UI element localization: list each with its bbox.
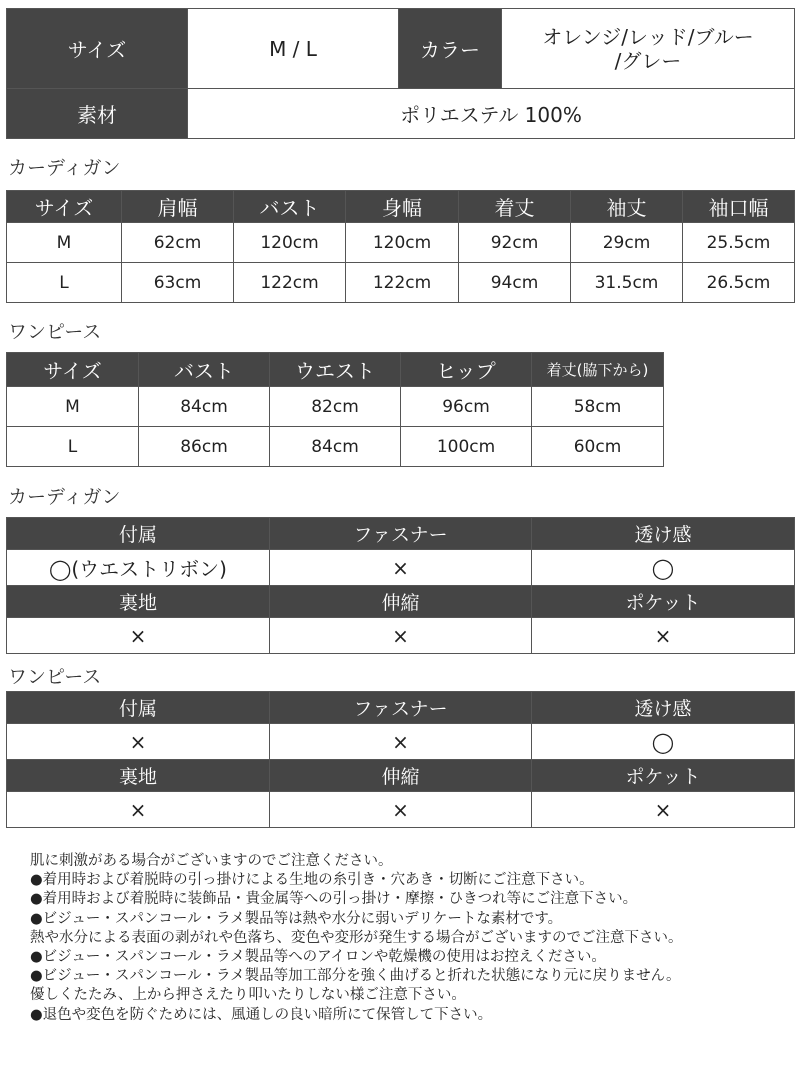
note-line: ●ビジュー・スパンコール・ラメ製品等へのアイロンや乾燥機の使用はお控えください。 bbox=[30, 949, 606, 966]
value-cell: × bbox=[532, 792, 795, 828]
onepiece-attr-table bbox=[6, 691, 795, 828]
value-cell: 26.5cm bbox=[683, 263, 795, 303]
onepiece-size-table bbox=[6, 352, 664, 467]
cardigan-size-table bbox=[6, 190, 795, 303]
onepiece-attr-title: ワンピース bbox=[8, 666, 102, 688]
value-cell: ◯(ウエストリボン) bbox=[7, 550, 270, 586]
attr-header-row bbox=[7, 518, 795, 550]
value-cell: 94cm bbox=[459, 263, 571, 303]
value-cell: × bbox=[7, 724, 270, 760]
value-cell: × bbox=[270, 724, 532, 760]
value-cell: 100cm bbox=[401, 427, 532, 467]
note-line: ●着用時および着脱時に装飾品・貴金属等への引っ掛け・摩擦・ひきつれ等にご注意下さい。 bbox=[30, 891, 638, 908]
header-cell: ヒップ bbox=[401, 353, 532, 387]
header-cell: 肩幅 bbox=[122, 191, 234, 223]
material-value: ポリエステル 100% bbox=[188, 89, 795, 139]
value-cell: 122cm bbox=[234, 263, 346, 303]
table-row bbox=[7, 387, 664, 427]
value-cell: 63cm bbox=[122, 263, 234, 303]
header-cell: ポケット bbox=[532, 586, 795, 618]
size-label: サイズ bbox=[7, 9, 188, 89]
note-line: ●退色や変色を防ぐためには、風通しの良い暗所にて保管して下さい。 bbox=[30, 1006, 493, 1023]
header-cell: 着丈 bbox=[459, 191, 571, 223]
value-cell: ◯ bbox=[532, 724, 795, 760]
color-label: カラー bbox=[399, 9, 502, 89]
value-cell: 60cm bbox=[532, 427, 664, 467]
color-value bbox=[502, 9, 795, 89]
header-cell: ポケット bbox=[532, 760, 795, 792]
note-line: ●ビジュー・スパンコール・ラメ製品等加工部分を強く曲げると折れた状態になり元に戻りません。 bbox=[30, 968, 681, 985]
color-value-line2: /グレー bbox=[614, 48, 682, 73]
size-value: M / L bbox=[188, 9, 399, 89]
cardigan-size-header-row bbox=[7, 191, 795, 223]
header-cell: 付属 bbox=[7, 692, 270, 724]
value-cell: 84cm bbox=[270, 427, 401, 467]
color-value-line1: オレンジ/レッド/ブルー bbox=[542, 24, 754, 49]
table-row bbox=[7, 427, 664, 467]
header-cell: ファスナー bbox=[270, 518, 532, 550]
value-cell: 120cm bbox=[234, 223, 346, 263]
header-cell: サイズ bbox=[7, 191, 122, 223]
cardigan-size-title: カーディガン bbox=[8, 157, 121, 179]
header-cell: 身幅 bbox=[346, 191, 459, 223]
attr-header-row bbox=[7, 692, 795, 724]
attr-header-row bbox=[7, 760, 795, 792]
attr-header-row bbox=[7, 586, 795, 618]
size-cell: M bbox=[7, 387, 139, 427]
note-line: 熱や水分による表面の剥がれや色落ち、変色や変形が発生する場合がございますのでご注意下さい。 bbox=[30, 929, 683, 946]
header-cell: 付属 bbox=[7, 518, 270, 550]
value-cell: 31.5cm bbox=[571, 263, 683, 303]
value-cell: 120cm bbox=[346, 223, 459, 263]
header-cell: ファスナー bbox=[270, 692, 532, 724]
value-cell: 122cm bbox=[346, 263, 459, 303]
header-cell: 伸縮 bbox=[270, 760, 532, 792]
table-row bbox=[7, 263, 795, 303]
table-row bbox=[7, 792, 795, 828]
cardigan-attr-table bbox=[6, 517, 795, 654]
value-cell: × bbox=[270, 618, 532, 654]
value-cell: × bbox=[7, 618, 270, 654]
care-notes bbox=[30, 852, 790, 1025]
header-cell: サイズ bbox=[7, 353, 139, 387]
value-cell: 96cm bbox=[401, 387, 532, 427]
header-cell: ウエスト bbox=[270, 353, 401, 387]
value-cell: × bbox=[270, 792, 532, 828]
header-cell: 袖丈 bbox=[571, 191, 683, 223]
table-row bbox=[7, 223, 795, 263]
header-cell: バスト bbox=[234, 191, 346, 223]
onepiece-size-title: ワンピース bbox=[8, 321, 102, 343]
value-cell: 25.5cm bbox=[683, 223, 795, 263]
value-cell: 92cm bbox=[459, 223, 571, 263]
header-cell: 透け感 bbox=[532, 692, 795, 724]
info-row-material bbox=[7, 89, 795, 139]
value-cell: × bbox=[532, 618, 795, 654]
header-cell: バスト bbox=[139, 353, 270, 387]
header-cell: 伸縮 bbox=[270, 586, 532, 618]
header-cell: 裏地 bbox=[7, 586, 270, 618]
value-cell: × bbox=[270, 550, 532, 586]
table-row bbox=[7, 618, 795, 654]
value-cell: 82cm bbox=[270, 387, 401, 427]
note-line: ●着用時および着脱時の引っ掛けによる生地の糸引き・穴あき・切断にご注意下さい。 bbox=[30, 872, 594, 889]
cardigan-attr-title: カーディガン bbox=[8, 486, 121, 508]
header-cell: 裏地 bbox=[7, 760, 270, 792]
header-cell: 着丈(脇下から) bbox=[532, 353, 664, 387]
table-row bbox=[7, 550, 795, 586]
header-cell: 透け感 bbox=[532, 518, 795, 550]
note-line: 肌に刺激がある場合がございますのでご注意ください。 bbox=[30, 853, 393, 869]
value-cell: 29cm bbox=[571, 223, 683, 263]
value-cell: 84cm bbox=[139, 387, 270, 427]
product-info-table bbox=[6, 8, 795, 139]
table-row bbox=[7, 724, 795, 760]
header-cell: 袖口幅 bbox=[683, 191, 795, 223]
size-cell: L bbox=[7, 427, 139, 467]
value-cell: 58cm bbox=[532, 387, 664, 427]
value-cell: 86cm bbox=[139, 427, 270, 467]
value-cell: ◯ bbox=[532, 550, 795, 586]
size-cell: L bbox=[7, 263, 122, 303]
info-row-size-color bbox=[7, 9, 795, 89]
note-line: 優しくたたみ、上から押さえたり叩いたりしない様ご注意下さい。 bbox=[30, 987, 466, 1004]
size-cell: M bbox=[7, 223, 122, 263]
note-line: ●ビジュー・スパンコール・ラメ製品等は熱や水分に弱いデリケートな素材です。 bbox=[30, 910, 563, 927]
material-label: 素材 bbox=[7, 89, 188, 139]
onepiece-size-header-row bbox=[7, 353, 664, 387]
value-cell: × bbox=[7, 792, 270, 828]
value-cell: 62cm bbox=[122, 223, 234, 263]
